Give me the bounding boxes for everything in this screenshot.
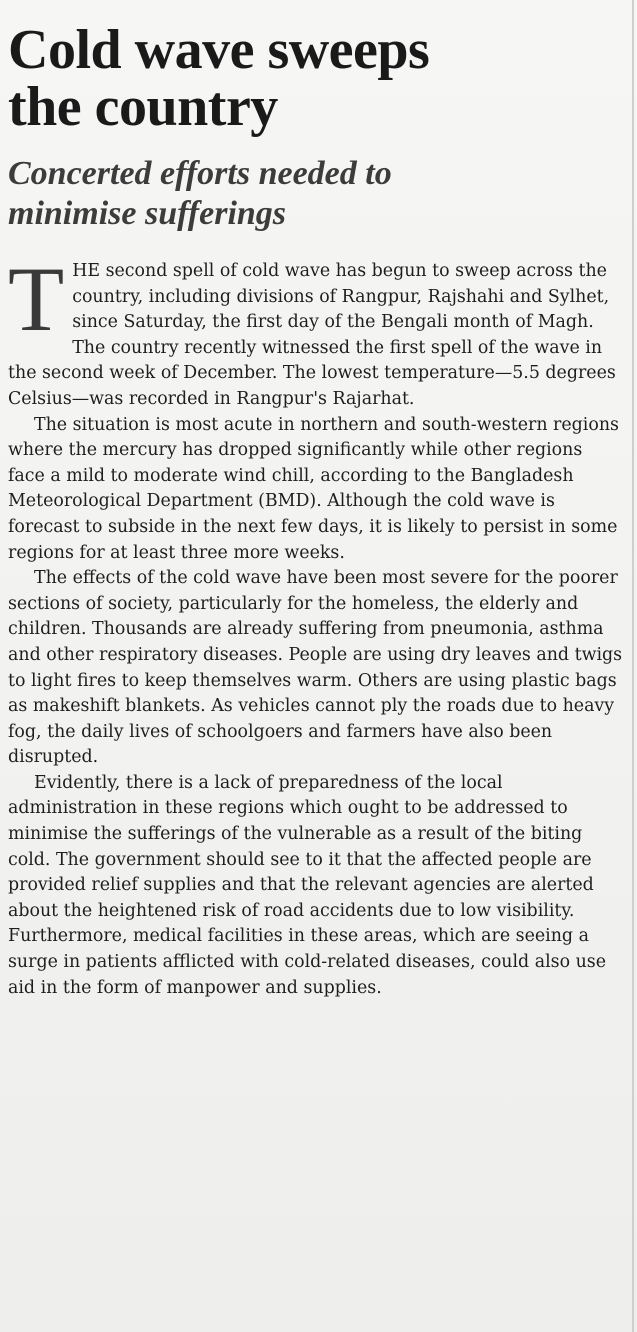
headline bbox=[8, 19, 623, 138]
paragraph-3: The effects of the cold wave have been most severe for the poorer sections of society, particularly for the homeless, the elderly and children. Thousands are already suffering from pneumonia, asthma and other respiratory diseases. People are using dry leaves and twigs to light fires to keep themselves warm. Others are using plastic bags as makeshift blankets. As vehicles cannot ply the roads due to heavy fog, the daily lives of schoolgoers and farmers have also been disrupted. bbox=[8, 568, 623, 768]
article-body bbox=[8, 248, 623, 1001]
headline-line-2: the country bbox=[8, 76, 278, 138]
subheadline-line-2: minimise sufferings bbox=[8, 195, 287, 232]
paragraph-4: Evidently, there is a lack of preparedness of the local administration in these regions which ought to be addressed to minimise the sufferings of the vulnerable as a result of the biting cold. The government should see to it that the affected people are provided relief supplies and that the relevant agencies are alerted about the heightened risk of road accidents due to low visibility. Furthermore, medical facilities in these areas, which are seeing a surge in patients afflicted with cold-related diseases, could also use aid in the form of manpower and supplies. bbox=[8, 772, 606, 998]
headline-line-1: Cold wave sweeps bbox=[8, 19, 430, 81]
subheadline bbox=[8, 154, 623, 234]
paragraph-1-text: HE second spell of cold wave has begun to sweep across the country, including divisions of Rangpur, Rajshahi and Sylhet, since Saturday, the first day of the Bengali month of Magh. The country recently witnessed the first spell of the wave in the second week of December. The lowest temperature—5.5 degrees Celsius—was recorded in Rangpur's Rajarhat. bbox=[8, 261, 616, 409]
paragraph-2: The situation is most acute in northern and south-western regions where the mercury has dropped significantly while other regions face a mild to moderate wind chill, according to the Bangladesh Meteorological Department (BMD). Although the cold wave is forecast to subside in the next few days, it is likely to persist in some regions for at least three more weeks. bbox=[8, 414, 619, 563]
column-rule bbox=[632, 0, 634, 1332]
subheadline-line-1: Concerted efforts needed to bbox=[8, 155, 392, 192]
paragraph-1 bbox=[8, 248, 623, 413]
drop-cap: T bbox=[8, 248, 65, 350]
